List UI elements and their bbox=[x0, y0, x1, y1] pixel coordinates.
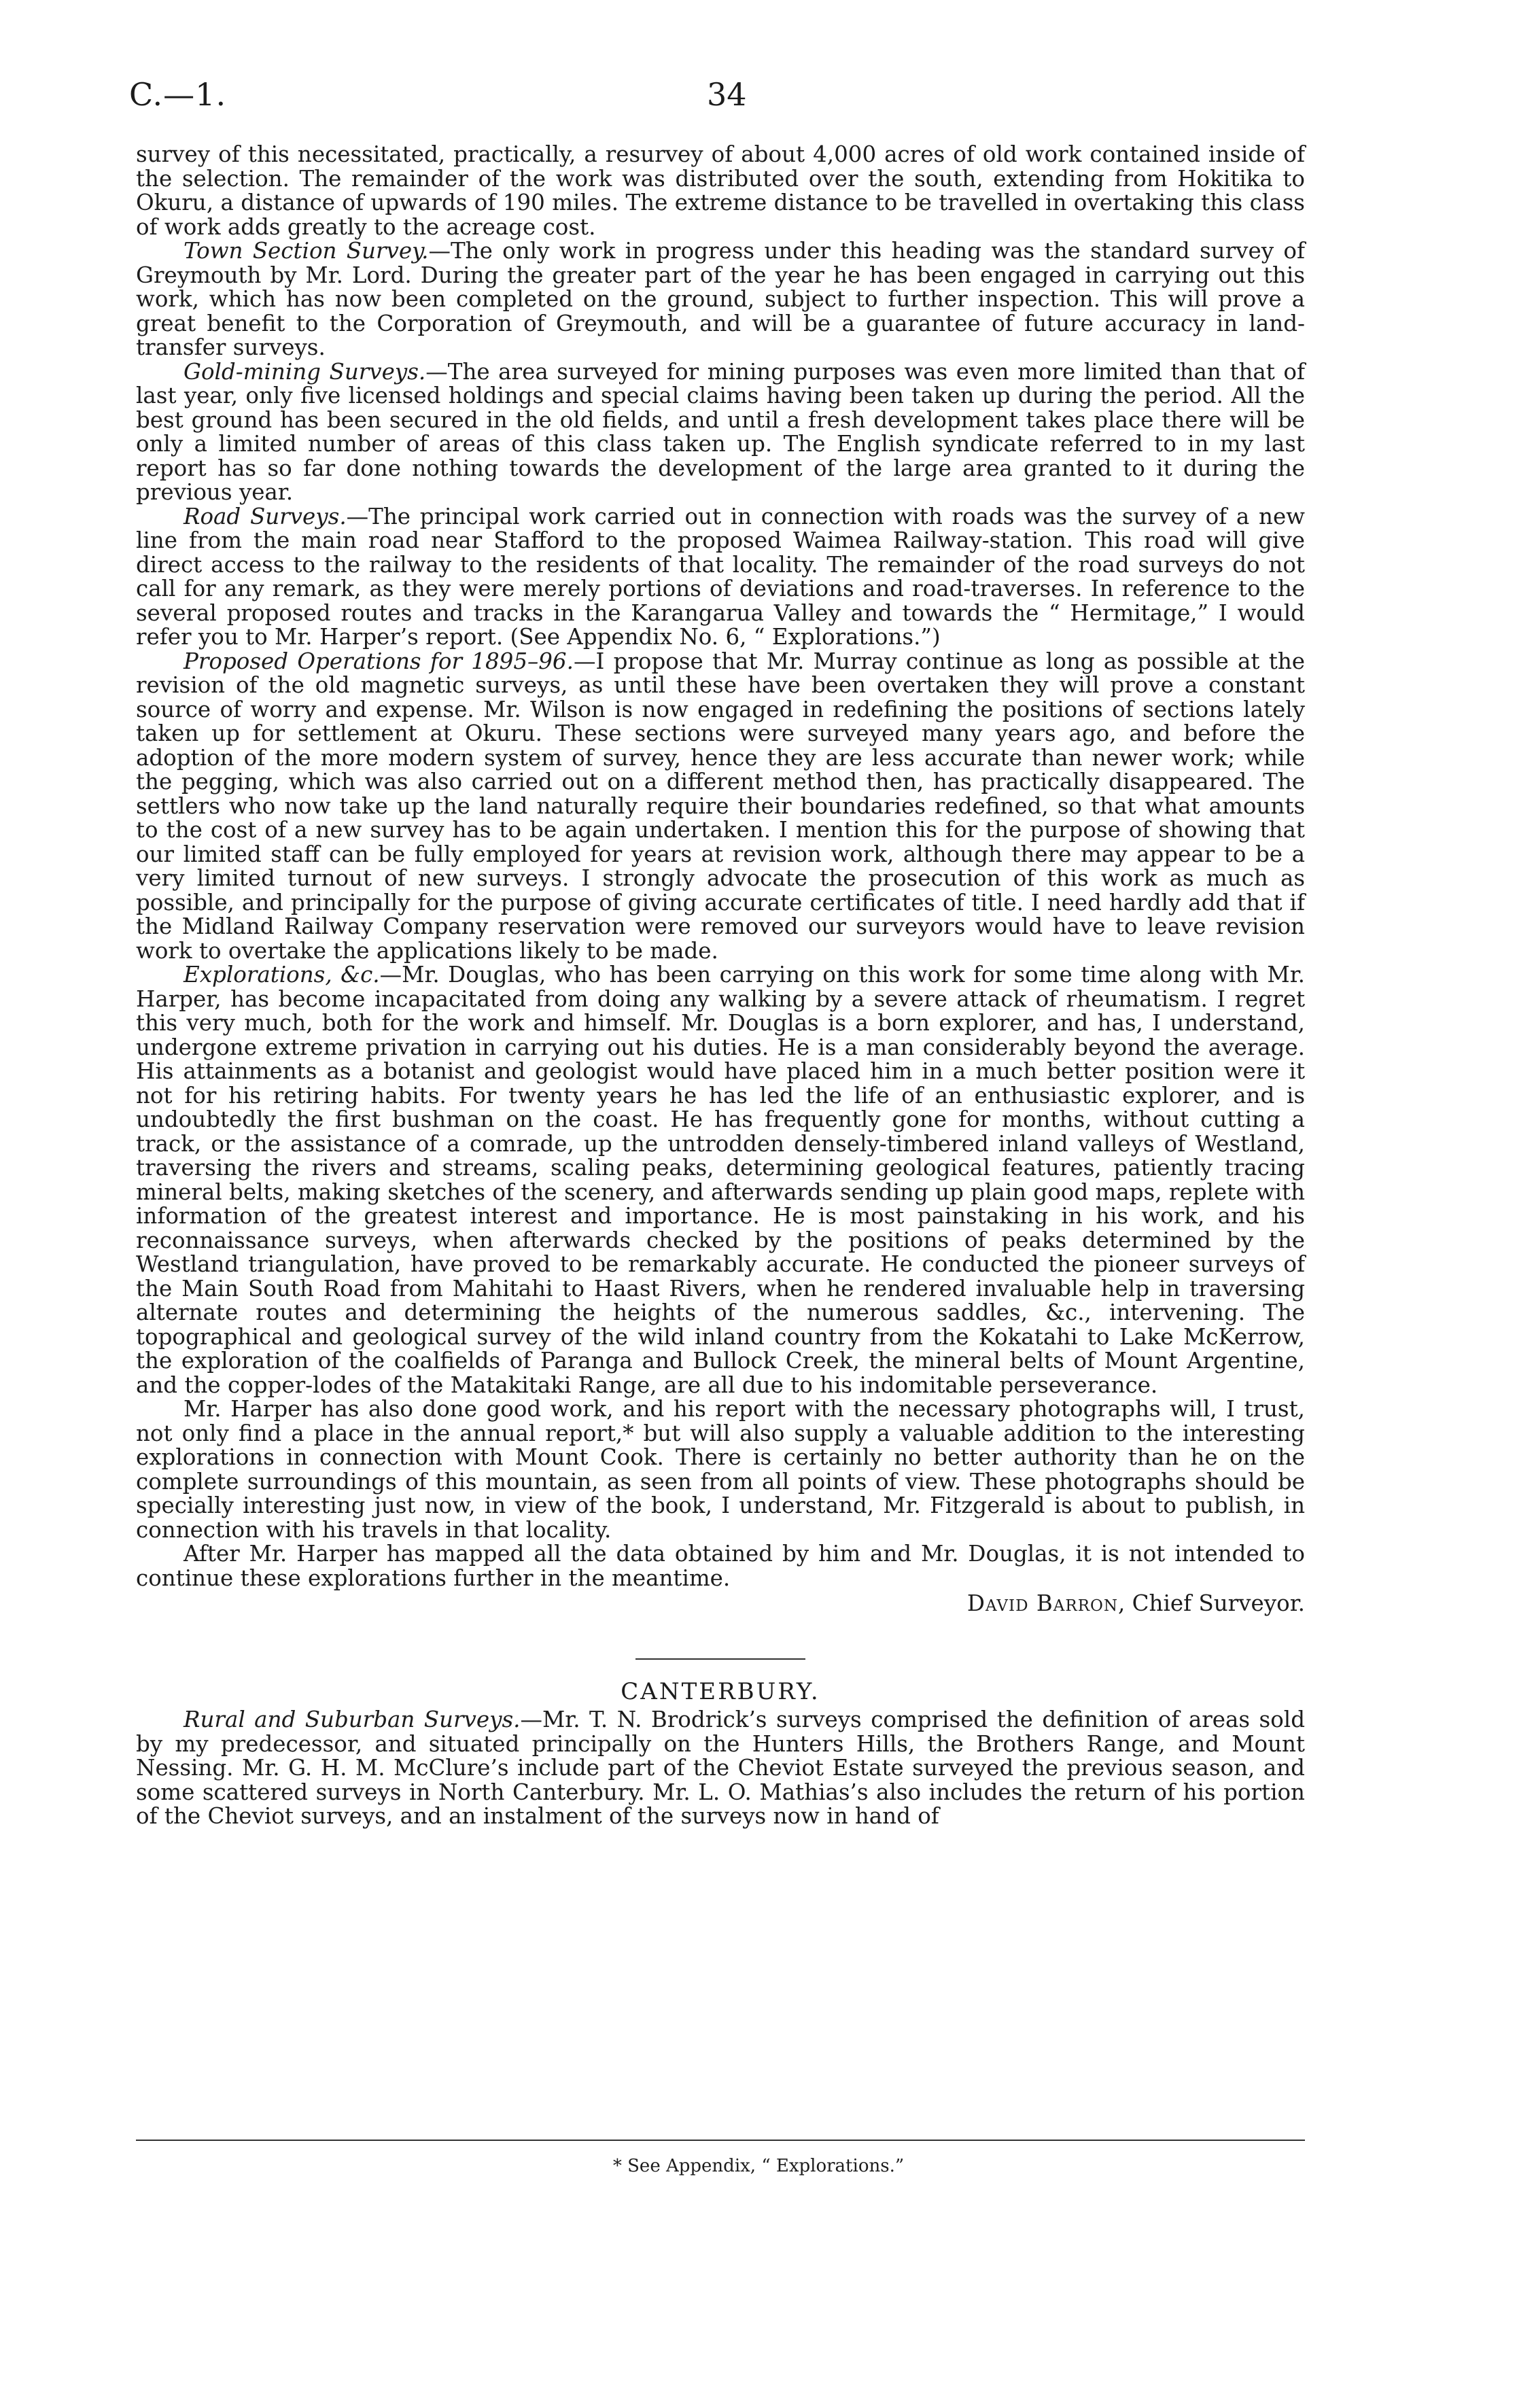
paragraph bbox=[136, 239, 1305, 360]
signature-title: , Chief Surveyor. bbox=[1118, 1590, 1305, 1616]
paragraph bbox=[136, 143, 1305, 239]
signature-name: David Barron bbox=[966, 1590, 1118, 1616]
footnote-rule bbox=[136, 2140, 1305, 2141]
paragraph bbox=[136, 963, 1305, 1397]
paragraph-text: —I propose that Mr. Murray continue as long as possible at the revision of the old magnetic surveys, as until these have been overtaken they will prove a constant source of worry and expense. Mr. Wilson is now engaged in redefining the positions of sections lately taken up for settlement at Okuru. These sections were surveyed many years ago, and before the adoption of the more modern system of survey, hence they are less accurate than newer work; while the pegging, which was also carried out on a different method then, has practically disappeared. The settlers who now take up the land naturally require their boundaries redefined, so that what amounts to the cost of a new survey has to be again undertaken. I mention this for the purpose of showing that our limited staff can be fully employed for years at revision work, although there may appear to be a very limited turnout of new surveys. I strongly advocate the prosecution of this work as much as possible, and principally for the purpose of giving accurate certificates of title. I need hardly add that if the Midland Railway Company reservation were removed our surveyors would have to leave revision work to overtake the applications likely to be made. bbox=[136, 648, 1305, 964]
paragraph bbox=[136, 1397, 1305, 1542]
body-text bbox=[136, 143, 1305, 1829]
paragraph-heading: Explorations, &c. bbox=[184, 962, 380, 988]
page-header bbox=[0, 76, 1517, 124]
paragraph-heading: Proposed Operations for 1895–96. bbox=[184, 648, 574, 674]
paragraph-text: —Mr. T. N. Brodrick’s surveys comprised the definition of areas sold by my predecessor, and situated principally on the Hunters Hills, the Brothers Range, and Mount Nessing. Mr. G. H. M. McClure’s include part of the Cheviot Estate surveyed the previous season, and some scattered surveys in North Canterbury. Mr. L. O. Mathias’s also includes the return of his portion of the Cheviot surveys, and an instalment of the surveys now in hand of bbox=[136, 1707, 1305, 1829]
paragraph-text: Mr. Harper has also done good work, and his report with the necessary photographs will, I trust, not only find a place in the annual report,* but will also supply a valuable addition to the interesting explorations in connection with Mount Cook. There is certainly no better authority than he on the complete surroundings of this mountain, as seen from all points of view. These photographs should be specially interesting just now, in view of the book, I understand, Mr. Fitzgerald is about to publish, in connection with his travels in that locality. bbox=[136, 1396, 1305, 1543]
section-separator bbox=[635, 1658, 805, 1660]
paragraph bbox=[136, 505, 1305, 650]
report-code: C.—1. bbox=[129, 76, 227, 113]
paragraph-heading: Road Surveys. bbox=[184, 503, 347, 529]
paragraph-text: —Mr. Douglas, who has been carrying on this work for some time along with Mr. Harper, has become incapacitated from doing any walking by a severe attack of rheumatism. I regret this very much, both for the work and himself. Mr. Douglas is a born explorer, and has, I understand, undergone extreme privation in carrying out his duties. He is a man considerably beyond the average. His attainments as a botanist and geologist would have placed him in a much better position were it not for his retiring habits. For twenty years he has led the life of an enthusiastic explorer, and is undoubtedly the first bushman on the coast. He has frequently gone for months, without cutting a track, or the assistance of a comrade, up the untrodden densely-timbered inland valleys of Westland, traversing the rivers and streams, scaling peaks, determining geological features, patiently tracing mineral belts, making sketches of the scenery, and afterwards sending up plain good maps, replete with information of the greatest interest and importance. He is most painstaking in his work, and his reconnaissance surveys, when afterwards checked by the positions of peaks determined by the Westland triangulation, have proved to be remarkably accurate. He conducted the pioneer surveys of the Main South Road from Mahitahi to Haast Rivers, when he rendered invaluable help in traversing alternate routes and determining the heights of the numerous saddles, &c., intervening. The topographical and geological survey of the wild inland country from the Kokatahi to Lake McKerrow, the exploration of the coalfields of Paranga and Bullock Creek, the mineral belts of Mount Argentine, and the copper-lodes of the Matakitaki Range, are all due to his indomitable perseverance. bbox=[136, 962, 1305, 1398]
paragraph-text: —The principal work carried out in connection with roads was the survey of a new line from the main road near Stafford to the proposed Waimea Railway-station. This road will give direct access to the railway to the residents of that locality. The remainder of the road surveys do not call for any remark, as they were merely portions of deviations and road-traverses. In reference to the several proposed routes and tracks in the Karangarua Valley and towards the “ Hermitage,” I would refer you to Mr. Harper’s report. (See Appendix No. 6, “ Explorations.”) bbox=[136, 503, 1306, 650]
paragraph-text: —The area surveyed for mining purposes was even more limited than that of last year, only five licensed holdings and special claims having been taken up during the period. All the best ground has been secured in the old fields, and until a fresh development takes place there will be only a limited number of areas of this class taken up. The English syndicate referred to in my last report has so far done nothing towards the development of the large area granted to it during the previous year. bbox=[136, 358, 1305, 505]
signature bbox=[136, 1592, 1305, 1616]
paragraph bbox=[136, 1708, 1305, 1829]
paragraph-heading: Gold-mining Surveys. bbox=[184, 358, 426, 385]
paragraph bbox=[136, 360, 1305, 505]
paragraph bbox=[136, 650, 1305, 964]
paragraph-text: —The only work in progress under this heading was the standard survey of Greymouth by Mr. Lord. During the greater part of the year he has been engaged in carrying out this work, which has now been completed on the ground, subject to further inspection. This will prove a great benefit to the Corporation of Greymouth, and will be a guarantee of future accuracy in land-transfer surveys. bbox=[136, 238, 1305, 360]
paragraph-text: survey of this necessitated, practically, a resurvey of about 4,000 acres of old work contained inside of the selection. The remainder of the work was distributed over the south, extending from Hokitika to Okuru, a distance of upwards of 190 miles. The extreme distance to be travelled in overtaking this class of work adds greatly to the acreage cost. bbox=[136, 141, 1305, 240]
page-number: 34 bbox=[707, 76, 747, 113]
footnote: * See Appendix, “ Explorations.” bbox=[612, 2156, 905, 2176]
section-title: CANTERBURY. bbox=[621, 1677, 820, 1705]
paragraph-text: After Mr. Harper has mapped all the data obtained by him and Mr. Douglas, it is not intended to continue these explorations further in the meantime. bbox=[136, 1541, 1305, 1591]
paragraph bbox=[136, 1542, 1305, 1590]
paragraph-heading: Town Section Survey. bbox=[184, 238, 429, 264]
paragraph-heading: Rural and Suburban Surveys. bbox=[184, 1707, 521, 1732]
